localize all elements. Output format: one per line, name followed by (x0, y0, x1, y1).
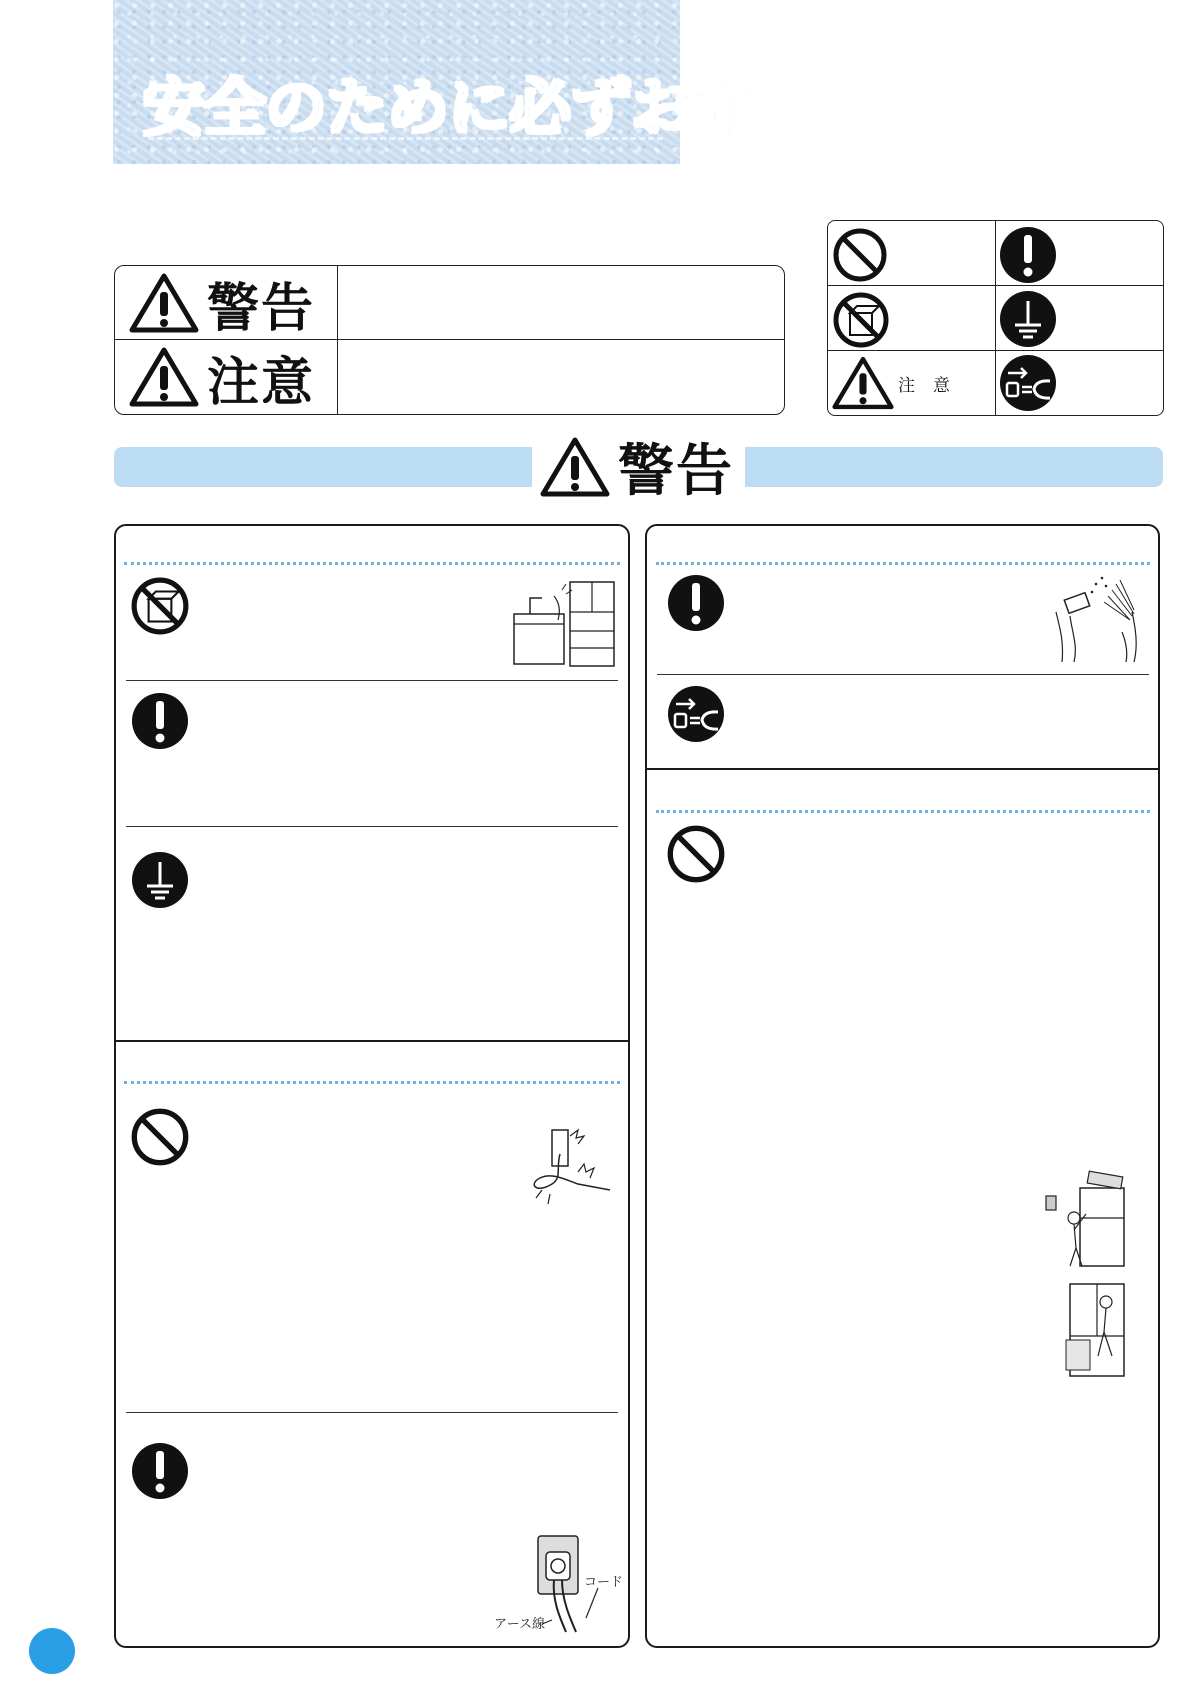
warning-triangle-icon (129, 272, 199, 334)
unplug-icon (666, 684, 726, 744)
no-water-icon (832, 291, 890, 349)
right-panel-divider (645, 768, 1160, 770)
left-panel-divider (114, 1040, 630, 1042)
no-water-icon (130, 576, 190, 636)
damaged-cord-illustration (522, 1124, 614, 1208)
child-inside-refrigerator-illustration (1060, 1280, 1130, 1380)
warning-header-bar-right (745, 447, 1163, 487)
dotted-divider (656, 810, 1150, 813)
ground-connection-icon (998, 289, 1058, 349)
legend-row-caution (115, 340, 784, 414)
symbol-cell-prohibited (832, 227, 888, 283)
unplug-icon (998, 353, 1058, 413)
symbol-cell-unplug (998, 353, 1058, 413)
prohibited-icon (666, 824, 726, 884)
legend-row-warning (115, 266, 784, 340)
symbol-cell-ground (998, 289, 1058, 349)
prohibited-icon (130, 1107, 190, 1167)
outlet-ground-wire-illustration (490, 1532, 624, 1636)
mandatory-exclamation-icon (666, 573, 726, 633)
caution-triangle-icon (129, 346, 199, 408)
item-separator (126, 826, 618, 827)
symbol-cell-caution (832, 355, 968, 411)
title-banner (113, 0, 754, 164)
dotted-divider (656, 562, 1150, 565)
left-warning-panel (114, 524, 630, 1648)
symbol-legend-grid (827, 220, 1164, 416)
cord-label: コード (584, 1575, 624, 1590)
mandatory-exclamation-icon (998, 225, 1058, 285)
caution-small-label: 注意 (898, 375, 968, 396)
page-title: 安全のために必ずお守 (143, 71, 754, 144)
refrigerator-sink-illustration (510, 576, 620, 671)
item-separator (657, 674, 1149, 675)
page-number-badge (29, 1628, 75, 1674)
symbol-cell-mandatory (998, 225, 1058, 285)
mandatory-exclamation-icon (130, 691, 190, 751)
symbol-cell-no-water (832, 291, 890, 349)
caution-triangle-small-icon (832, 355, 894, 411)
plug-dusting-illustration (1050, 572, 1150, 664)
warning-triangle-icon (540, 436, 610, 498)
legend-warning-label: 警告 (207, 278, 316, 339)
child-climbing-refrigerator-illustration (1040, 1168, 1130, 1270)
earth-wire-label: アース線 (494, 1617, 545, 1632)
ground-connection-icon (130, 850, 190, 910)
signal-word-legend (114, 265, 785, 415)
prohibited-icon (832, 227, 888, 283)
warning-header-bar-left (114, 447, 532, 487)
legend-caution-label: 注意 (207, 352, 316, 413)
mandatory-exclamation-icon (130, 1441, 190, 1501)
item-separator (126, 1412, 618, 1413)
warning-section-heading (540, 432, 734, 502)
warning-heading-text: 警告 (618, 439, 734, 504)
item-separator (126, 680, 618, 681)
dotted-divider (124, 1081, 620, 1084)
banner-divider (148, 137, 663, 140)
dotted-divider (124, 562, 620, 565)
